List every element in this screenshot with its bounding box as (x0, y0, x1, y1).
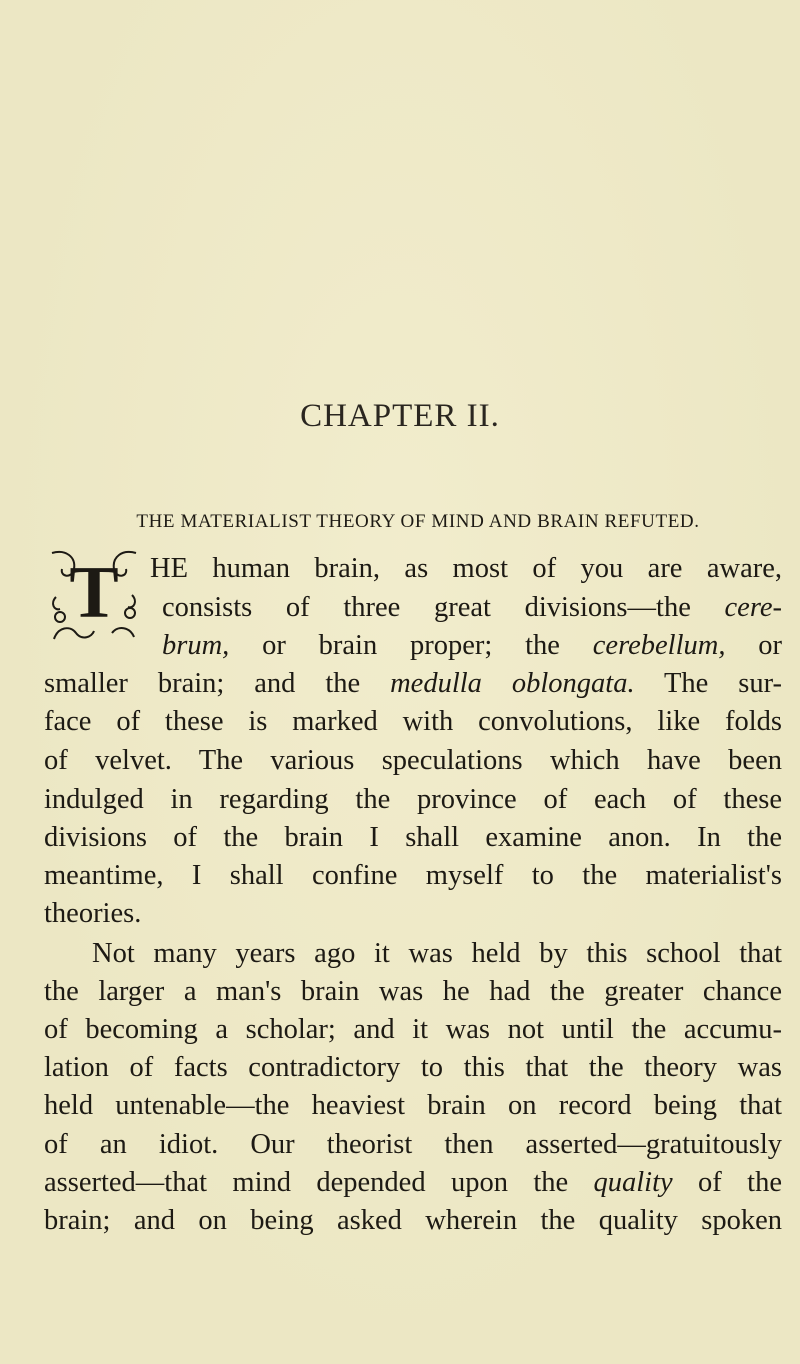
paragraph-line: brain; and on being asked wherein the quality spoken (44, 1205, 782, 1236)
paragraph-line: divisions of the brain I shall examine anon. In the (44, 822, 782, 853)
dropcap-letter: T (69, 552, 119, 634)
paragraph-line: brum, or brain proper; the cerebellum, or (162, 630, 782, 661)
paragraph-line: HE human brain, as most of you are aware, (150, 553, 782, 584)
ornamental-dropcap-letter (46, 547, 142, 643)
chapter-heading: CHAPTER II. (300, 398, 500, 434)
paragraph-line: asserted—that mind depended upon the quality of the (44, 1167, 782, 1198)
paragraph-line: the larger a man's brain was he had the greater chance (44, 976, 782, 1007)
paragraph-line: face of these is marked with convolutions, like folds (44, 706, 782, 737)
paragraph-line: of velvet. The various speculations which have been (44, 745, 782, 776)
paragraph-line: meantime, I shall confine myself to the materialist's (44, 860, 782, 891)
paragraph-line: of an idiot. Our theorist then asserted—gratuitously (44, 1129, 782, 1160)
paragraph-line: theories. (44, 898, 142, 929)
paragraph-line: of becoming a scholar; and it was not until the accumu- (44, 1014, 782, 1045)
section-title: THE MATERIALIST THEORY OF MIND AND BRAIN REFUTED. (136, 511, 700, 532)
paragraph-line: indulged in regarding the province of each of these (44, 784, 782, 815)
paragraph-line: consists of three great divisions—the cere- (162, 592, 782, 623)
paragraph-line: held untenable—the heaviest brain on record being that (44, 1090, 782, 1121)
paragraph-line: lation of facts contradictory to this that the theory was (44, 1052, 782, 1083)
paragraph-line: smaller brain; and the medulla oblongata. The sur- (44, 668, 783, 699)
paragraph-line: Not many years ago it was held by this school that (92, 938, 782, 969)
